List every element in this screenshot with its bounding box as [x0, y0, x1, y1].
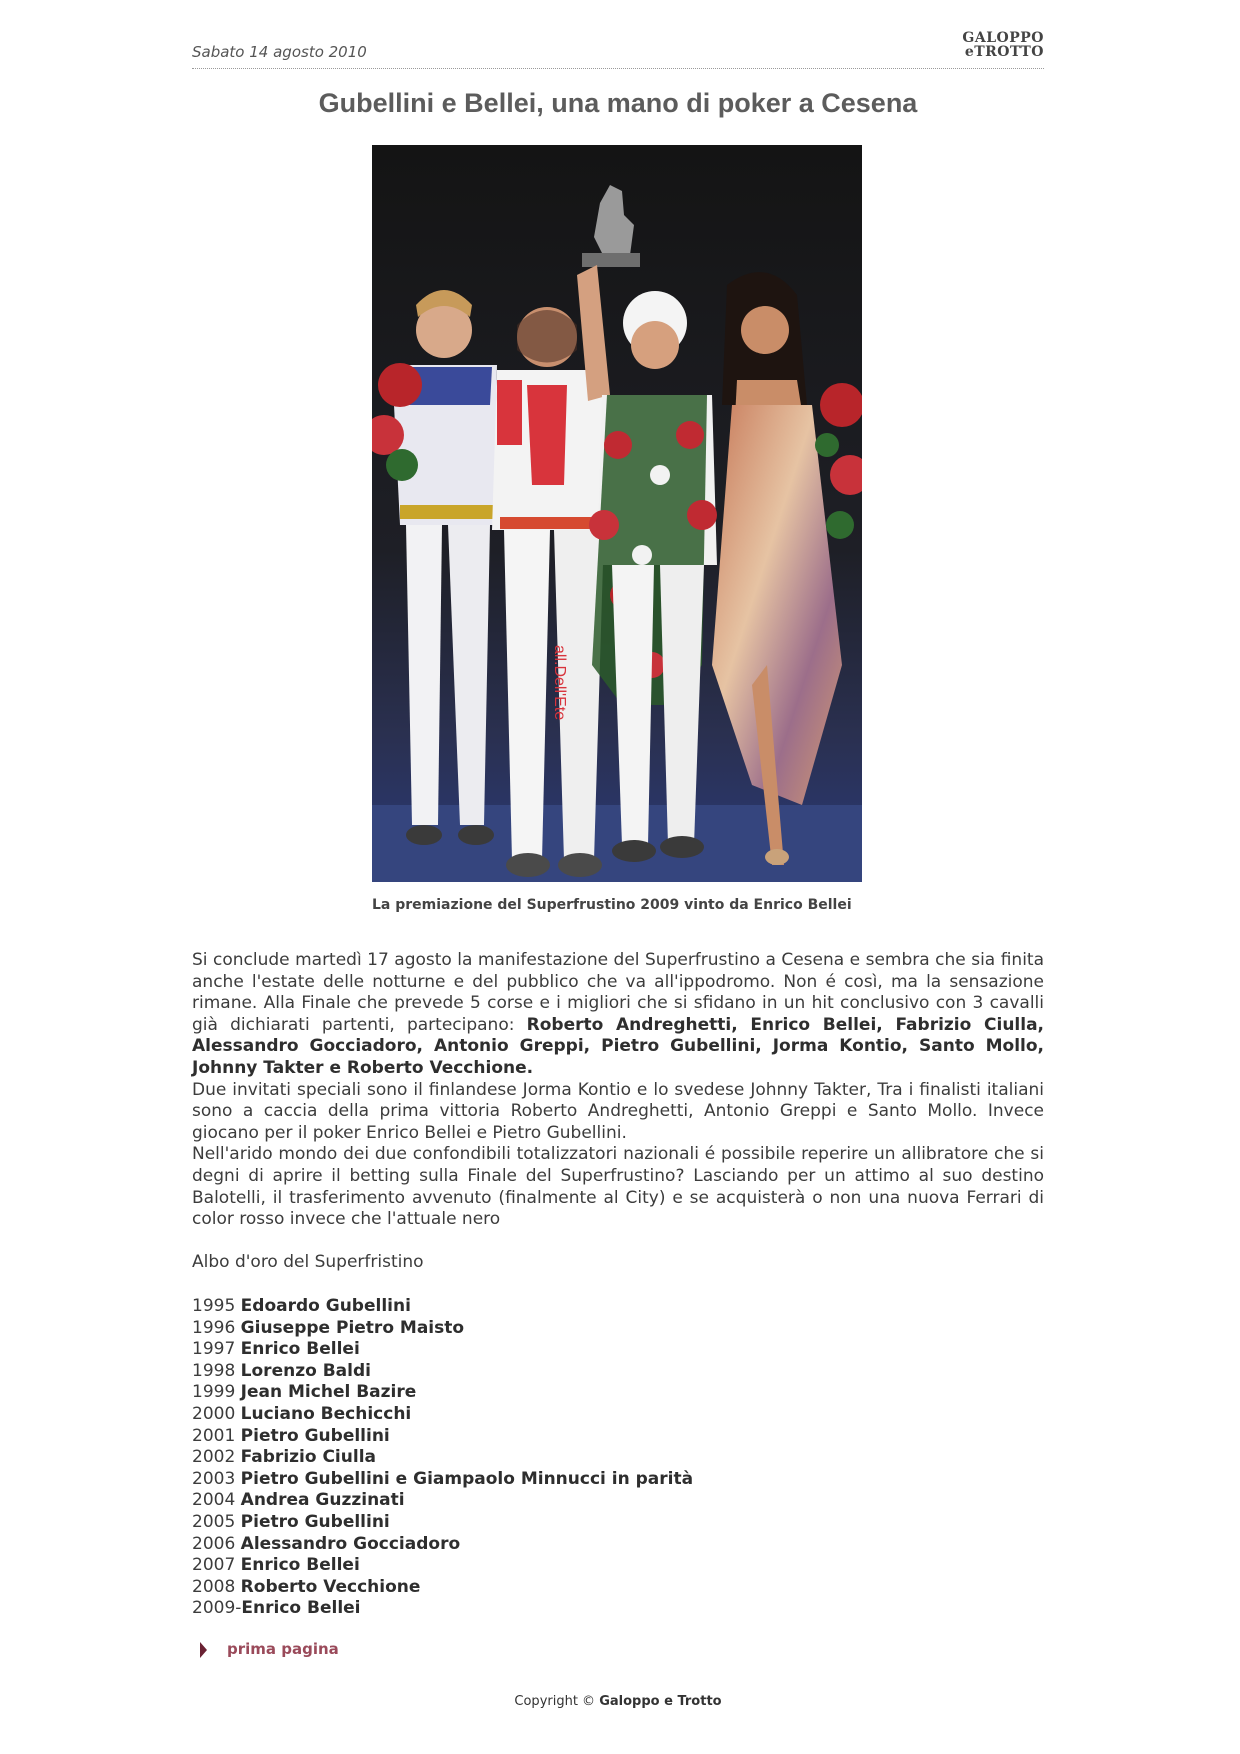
- albo-winner: Giuseppe Pietro Maisto: [240, 1317, 465, 1338]
- copyright-prefix: Copyright ©: [514, 1694, 600, 1709]
- albo-winner: Enrico Bellei: [240, 1555, 360, 1576]
- albo-winner: Jean Michel Bazire: [240, 1382, 417, 1403]
- albo-winner: Pietro Gubellini: [240, 1425, 390, 1446]
- albo-winner: Pietro Gubellini e Giampaolo Minnucci in parità: [240, 1468, 694, 1489]
- arrow-right-icon: [200, 1642, 207, 1658]
- albo-doro-title: Albo d'oro del Superfristino: [192, 1252, 424, 1272]
- albo-year: 1997: [192, 1339, 241, 1360]
- albo-entry: [192, 1534, 693, 1556]
- albo-entry: [192, 1490, 693, 1512]
- article-paragraph: Nell'arido mondo dei due confondibili totalizzatori nazionali é possibile reperire un allibratore che si degni di aprire il betting sulla Finale del Superfrustino? Lasciando per un attimo al suo destino Balotelli, il trasferimento avvenuto (finalmente al City) e se acquisterà o non una nuova Ferrari di color rosso invece che l'attuale nero: [192, 1144, 1044, 1230]
- brand-logo-line1: GALOPPO: [962, 30, 1044, 46]
- albo-winner: Roberto Vecchione: [240, 1576, 421, 1597]
- albo-entry: [192, 1404, 693, 1426]
- albo-entry: [192, 1361, 693, 1383]
- albo-year: 2007: [192, 1555, 241, 1576]
- albo-entry: [192, 1339, 693, 1361]
- page-header: [192, 28, 1044, 69]
- albo-year: 2009-: [192, 1598, 242, 1619]
- albo-winner: Enrico Bellei: [241, 1598, 361, 1619]
- albo-year: 1999: [192, 1382, 241, 1403]
- albo-year: 1995: [192, 1296, 241, 1316]
- albo-year: 2001: [192, 1425, 241, 1446]
- albo-year: 2008: [192, 1576, 241, 1597]
- albo-year: 1998: [192, 1360, 241, 1381]
- albo-year: 2000: [192, 1403, 241, 1424]
- article-paragraph: Due invitati speciali sono il finlandese Jorma Kontio e lo svedese Johnny Takter, Tra i finalisti italiani sono a caccia della prima vittoria Roberto Andreghetti, Antonio Greppi e Santo Mollo. Invece giocano per il poker Enrico Bellei e Pietro Gubellini.: [192, 1079, 1044, 1143]
- shirt-print-text: all.Dell'Ete: [551, 645, 568, 721]
- albo-winner: Alessandro Gocciadoro: [240, 1533, 461, 1554]
- albo-entry: [192, 1296, 693, 1318]
- albo-entry: [192, 1447, 693, 1469]
- participants-list: Roberto Andreghetti, Enrico Bellei, Fabrizio Ciulla, Alessandro Gocciadoro, Antonio Greppi, Pietro Gubellini, Jorma Kontio, Santo Mollo, Johnny Takter e Roberto Vecchione.: [192, 1014, 1045, 1078]
- albo-year: 2006: [192, 1533, 241, 1554]
- albo-entry: [192, 1469, 693, 1491]
- brand-logo: [962, 31, 1044, 59]
- albo-doro-list: [192, 1296, 693, 1620]
- brand-logo-line2: eTROTTO: [964, 44, 1044, 60]
- article-title: Gubellini e Bellei, una mano di poker a Cesena: [318, 88, 918, 118]
- prima-pagina-link[interactable]: [200, 1640, 339, 1660]
- albo-year: 2004: [192, 1490, 241, 1511]
- albo-year: 2002: [192, 1447, 241, 1468]
- albo-entry: [192, 1318, 693, 1340]
- albo-entry: [192, 1555, 693, 1577]
- albo-entry: [192, 1598, 693, 1620]
- albo-winner: Andrea Guzzinati: [240, 1490, 405, 1511]
- albo-entry: [192, 1512, 693, 1534]
- albo-winner: Lorenzo Baldi: [240, 1360, 371, 1381]
- paragraph-intro: Si conclude martedì 17 agosto la manifestazione del Superfrustino a Cesena e sembra che sia finita anche l'estate delle notturne e del pubblico che va all'ippodromo. Non é così, ma la sensazione rimane. Alla Finale che prevede 5 corse e i migliori che si sfidano in un hit conclusivo con 3 cavalli già dichiarati partenti, partecipano:: [192, 950, 1044, 1035]
- albo-winner: Pietro Gubellini: [240, 1511, 390, 1532]
- publication-date: Sabato 14 agosto 2010: [192, 43, 367, 61]
- albo-winner: Fabrizio Ciulla: [240, 1447, 376, 1468]
- albo-year: 1996: [192, 1317, 241, 1338]
- albo-entry: [192, 1426, 693, 1448]
- albo-winner: Enrico Bellei: [240, 1339, 360, 1360]
- prima-pagina-label[interactable]: prima pagina: [227, 1640, 339, 1658]
- article-body: [192, 950, 1044, 1231]
- albo-entry: [192, 1577, 693, 1599]
- albo-winner: Luciano Bechicchi: [240, 1403, 412, 1424]
- albo-entry: [192, 1382, 693, 1404]
- albo-winner: Edoardo Gubellini: [240, 1296, 411, 1316]
- copyright-footer: [192, 1694, 1044, 1709]
- article-paragraph: [192, 950, 1044, 1080]
- albo-year: 2005: [192, 1511, 241, 1532]
- copyright-owner: Galoppo e Trotto: [599, 1694, 722, 1709]
- award-ceremony-photo: [372, 145, 862, 882]
- photo-caption: La premiazione del Superfrustino 2009 vinto da Enrico Bellei: [372, 897, 852, 913]
- albo-year: 2003: [192, 1468, 241, 1489]
